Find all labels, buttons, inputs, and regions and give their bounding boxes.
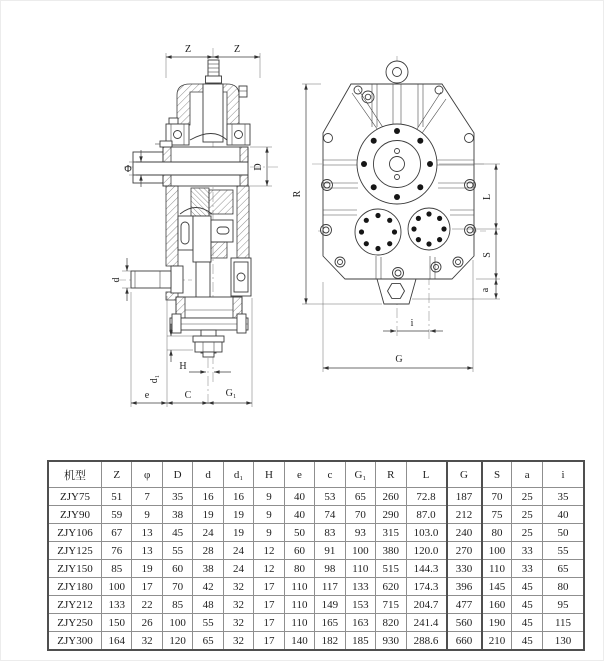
- value-cell: 9: [254, 488, 284, 506]
- spec-table-header-row: [48, 461, 584, 488]
- value-cell: 153: [345, 596, 375, 614]
- value-cell: 620: [376, 578, 406, 596]
- dim-label-phi: Φ: [124, 164, 132, 175]
- value-cell: 67: [102, 524, 132, 542]
- column-header: G: [447, 461, 482, 488]
- value-cell: 50: [284, 524, 314, 542]
- column-header: φ: [132, 461, 162, 488]
- value-cell: 98: [315, 560, 345, 578]
- column-header: G₁: [345, 461, 375, 488]
- value-cell: 396: [447, 578, 482, 596]
- value-cell: 140: [284, 632, 314, 651]
- value-cell: 144.3: [406, 560, 447, 578]
- value-cell: 53: [315, 488, 345, 506]
- value-cell: 85: [162, 596, 192, 614]
- value-cell: 40: [543, 506, 585, 524]
- value-cell: 13: [132, 524, 162, 542]
- value-cell: 9: [254, 506, 284, 524]
- side-section-view: [111, 44, 278, 407]
- value-cell: 820: [376, 614, 406, 632]
- column-header: d: [193, 461, 223, 488]
- value-cell: 40: [284, 488, 314, 506]
- value-cell: 9: [132, 506, 162, 524]
- value-cell: 290: [376, 506, 406, 524]
- table-row: [48, 632, 584, 651]
- value-cell: 25: [512, 506, 543, 524]
- value-cell: 25: [512, 488, 543, 506]
- column-header: H: [254, 461, 284, 488]
- table-row: [48, 578, 584, 596]
- column-header: D: [162, 461, 192, 488]
- value-cell: 45: [512, 632, 543, 651]
- value-cell: 120: [162, 632, 192, 651]
- value-cell: 32: [132, 632, 162, 651]
- dim-label-a: a: [480, 287, 491, 293]
- table-row: [48, 524, 584, 542]
- value-cell: 241.4: [406, 614, 447, 632]
- value-cell: 715: [376, 596, 406, 614]
- value-cell: 55: [543, 542, 585, 560]
- model-cell: ZJY180: [48, 578, 102, 596]
- value-cell: 240: [447, 524, 482, 542]
- value-cell: 120.0: [406, 542, 447, 560]
- value-cell: 59: [102, 506, 132, 524]
- value-cell: 85: [102, 560, 132, 578]
- model-cell: ZJY106: [48, 524, 102, 542]
- value-cell: 660: [447, 632, 482, 651]
- value-cell: 80: [482, 524, 512, 542]
- table-row: [48, 488, 584, 506]
- value-cell: 212: [447, 506, 482, 524]
- value-cell: 45: [512, 596, 543, 614]
- value-cell: 83: [315, 524, 345, 542]
- dim-label-D: D: [253, 163, 264, 171]
- value-cell: 19: [132, 560, 162, 578]
- value-cell: 174.3: [406, 578, 447, 596]
- model-cell: ZJY75: [48, 488, 102, 506]
- value-cell: 9: [254, 524, 284, 542]
- value-cell: 103.0: [406, 524, 447, 542]
- column-header: R: [376, 461, 406, 488]
- value-cell: 48: [193, 596, 223, 614]
- spec-table-body: [48, 488, 584, 651]
- table-row: [48, 560, 584, 578]
- value-cell: 100: [345, 542, 375, 560]
- value-cell: 60: [162, 560, 192, 578]
- value-cell: 35: [162, 488, 192, 506]
- column-header: i: [543, 461, 585, 488]
- value-cell: 32: [223, 614, 253, 632]
- value-cell: 87.0: [406, 506, 447, 524]
- value-cell: 477: [447, 596, 482, 614]
- dim-label-d1: d₁: [149, 374, 160, 384]
- spec-table: [47, 460, 585, 651]
- value-cell: 33: [512, 542, 543, 560]
- value-cell: 51: [102, 488, 132, 506]
- value-cell: 28: [193, 542, 223, 560]
- value-cell: 130: [543, 632, 585, 651]
- value-cell: 80: [284, 560, 314, 578]
- value-cell: 32: [223, 632, 253, 651]
- model-cell: ZJY90: [48, 506, 102, 524]
- value-cell: 12: [254, 542, 284, 560]
- value-cell: 24: [193, 524, 223, 542]
- value-cell: 93: [345, 524, 375, 542]
- value-cell: 100: [102, 578, 132, 596]
- value-cell: 80: [543, 578, 585, 596]
- value-cell: 35: [543, 488, 585, 506]
- model-cell: ZJY300: [48, 632, 102, 651]
- value-cell: 70: [345, 506, 375, 524]
- value-cell: 22: [132, 596, 162, 614]
- value-cell: 930: [376, 632, 406, 651]
- dim-label-L: L: [482, 193, 493, 201]
- value-cell: 19: [193, 506, 223, 524]
- dim-label-G: G: [395, 354, 403, 365]
- value-cell: 17: [254, 596, 284, 614]
- front-view: [292, 56, 500, 372]
- model-cell: ZJY150: [48, 560, 102, 578]
- model-cell: ZJY125: [48, 542, 102, 560]
- value-cell: 45: [512, 614, 543, 632]
- value-cell: 110: [284, 578, 314, 596]
- value-cell: 560: [447, 614, 482, 632]
- value-cell: 182: [315, 632, 345, 651]
- value-cell: 16: [193, 488, 223, 506]
- value-cell: 60: [284, 542, 314, 560]
- model-cell: ZJY250: [48, 614, 102, 632]
- value-cell: 45: [162, 524, 192, 542]
- value-cell: 100: [482, 542, 512, 560]
- value-cell: 55: [193, 614, 223, 632]
- value-cell: 17: [254, 632, 284, 651]
- value-cell: 145: [482, 578, 512, 596]
- value-cell: 24: [223, 560, 253, 578]
- dim-label-C: C: [184, 390, 192, 401]
- column-header: L: [406, 461, 447, 488]
- value-cell: 65: [345, 488, 375, 506]
- value-cell: 72.8: [406, 488, 447, 506]
- dim-label-G1: G₁: [225, 388, 237, 399]
- value-cell: 17: [254, 614, 284, 632]
- value-cell: 25: [512, 524, 543, 542]
- value-cell: 16: [223, 488, 253, 506]
- dim-label-R: R: [292, 190, 303, 198]
- dim-label-e: e: [144, 390, 150, 401]
- dim-label-z-right: Z: [233, 44, 241, 55]
- value-cell: 38: [162, 506, 192, 524]
- table-row: [48, 542, 584, 560]
- value-cell: 65: [543, 560, 585, 578]
- table-row: [48, 614, 584, 632]
- value-cell: 110: [345, 560, 375, 578]
- value-cell: 133: [345, 578, 375, 596]
- value-cell: 110: [482, 560, 512, 578]
- column-header: d₁: [223, 461, 253, 488]
- value-cell: 70: [482, 488, 512, 506]
- value-cell: 185: [345, 632, 375, 651]
- value-cell: 150: [102, 614, 132, 632]
- table-row: [48, 506, 584, 524]
- column-header: c: [315, 461, 345, 488]
- value-cell: 187: [447, 488, 482, 506]
- value-cell: 110: [284, 614, 314, 632]
- value-cell: 260: [376, 488, 406, 506]
- value-cell: 110: [284, 596, 314, 614]
- value-cell: 117: [315, 578, 345, 596]
- model-cell: ZJY212: [48, 596, 102, 614]
- column-header: S: [482, 461, 512, 488]
- value-cell: 42: [193, 578, 223, 596]
- value-cell: 163: [345, 614, 375, 632]
- spec-table-wrap: [47, 460, 585, 651]
- value-cell: 74: [315, 506, 345, 524]
- value-cell: 33: [512, 560, 543, 578]
- value-cell: 210: [482, 632, 512, 651]
- value-cell: 19: [223, 524, 253, 542]
- value-cell: 24: [223, 542, 253, 560]
- value-cell: 380: [376, 542, 406, 560]
- column-header: 机型: [48, 461, 102, 488]
- value-cell: 65: [193, 632, 223, 651]
- dim-label-z-left: Z: [184, 44, 192, 55]
- value-cell: 13: [132, 542, 162, 560]
- value-cell: 270: [447, 542, 482, 560]
- value-cell: 515: [376, 560, 406, 578]
- value-cell: 133: [102, 596, 132, 614]
- value-cell: 115: [543, 614, 585, 632]
- value-cell: 315: [376, 524, 406, 542]
- value-cell: 26: [132, 614, 162, 632]
- table-row: [48, 596, 584, 614]
- value-cell: 160: [482, 596, 512, 614]
- dim-label-H: H: [179, 361, 187, 372]
- value-cell: 17: [132, 578, 162, 596]
- value-cell: 17: [254, 578, 284, 596]
- value-cell: 70: [162, 578, 192, 596]
- dim-label-i: i: [410, 318, 414, 329]
- value-cell: 75: [482, 506, 512, 524]
- value-cell: 95: [543, 596, 585, 614]
- value-cell: 165: [315, 614, 345, 632]
- value-cell: 204.7: [406, 596, 447, 614]
- value-cell: 32: [223, 596, 253, 614]
- column-header: e: [284, 461, 314, 488]
- value-cell: 288.6: [406, 632, 447, 651]
- value-cell: 12: [254, 560, 284, 578]
- value-cell: 91: [315, 542, 345, 560]
- value-cell: 19: [223, 506, 253, 524]
- value-cell: 76: [102, 542, 132, 560]
- dim-label-d: d: [111, 277, 122, 283]
- column-header: a: [512, 461, 543, 488]
- value-cell: 149: [315, 596, 345, 614]
- dim-label-S: S: [482, 252, 493, 258]
- value-cell: 330: [447, 560, 482, 578]
- value-cell: 7: [132, 488, 162, 506]
- value-cell: 40: [284, 506, 314, 524]
- value-cell: 100: [162, 614, 192, 632]
- value-cell: 45: [512, 578, 543, 596]
- column-header: Z: [102, 461, 132, 488]
- value-cell: 164: [102, 632, 132, 651]
- value-cell: 50: [543, 524, 585, 542]
- value-cell: 190: [482, 614, 512, 632]
- value-cell: 32: [223, 578, 253, 596]
- value-cell: 55: [162, 542, 192, 560]
- value-cell: 38: [193, 560, 223, 578]
